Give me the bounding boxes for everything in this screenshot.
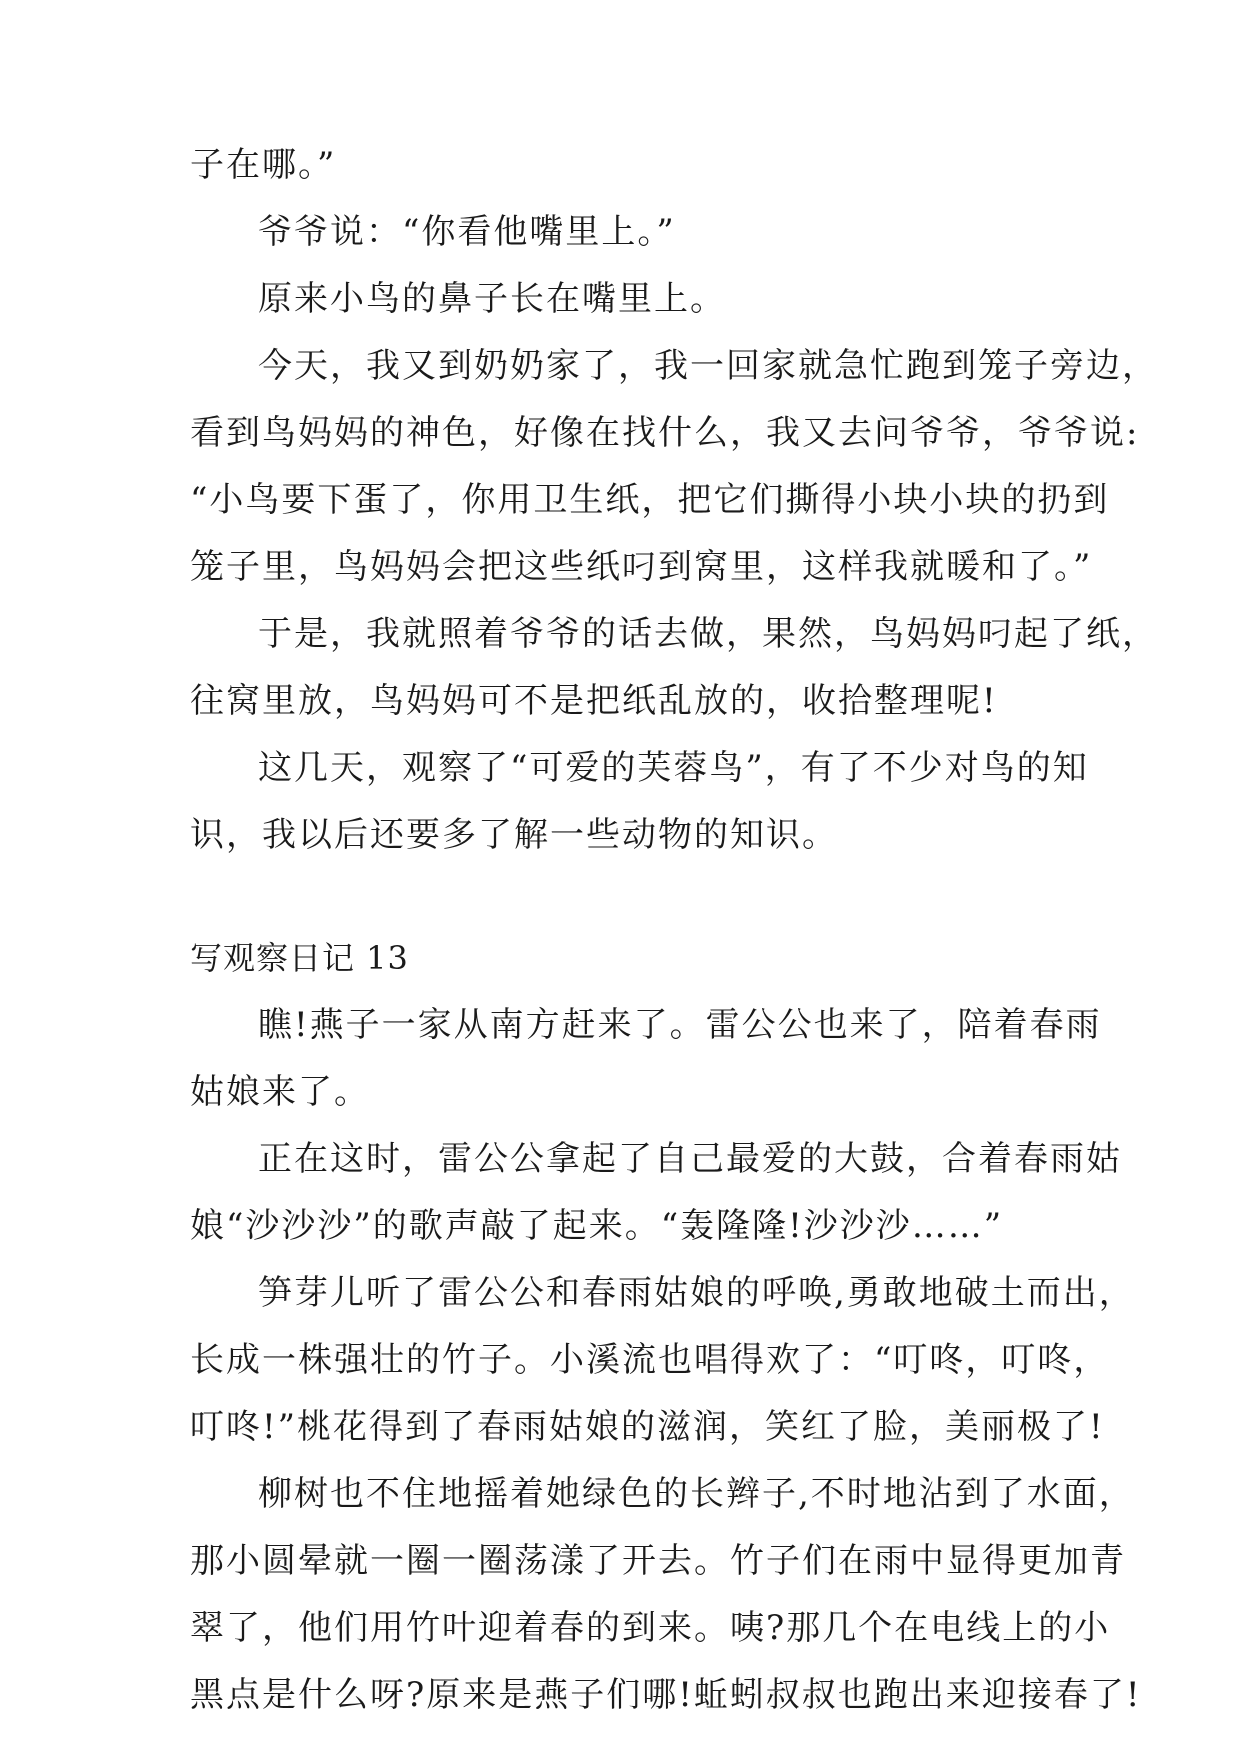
text-line-10: 这几天，观察了“可爱的芙蓉鸟”，有了不少对鸟的知: [258, 748, 1089, 788]
section-heading: 写观察日记 13: [190, 939, 409, 977]
text-line-22: 翠了，他们用竹叶迎着春的到来。咦?那几个在电线上的小: [190, 1608, 1111, 1648]
text-line-5: 看到鸟妈妈的神色，好像在找什么，我又去问爷爷，爷爷说:: [190, 413, 1140, 453]
text-line-20: 柳树也不住地摇着她绿色的长辫子,不时地沾到了水面，: [258, 1474, 1135, 1514]
text-line-7: 笼子里，鸟妈妈会把这些纸叼到窝里，这样我就暖和了。”: [190, 547, 1093, 587]
text-line-13: 瞧!燕子一家从南方赶来了。雷公公也来了，陪着春雨: [258, 1005, 1102, 1045]
text-line-16: 娘“沙沙沙”的歌声敲了起来。“轰隆隆!沙沙沙……”: [190, 1206, 1004, 1246]
text-line-4: 今天，我又到奶奶家了，我一回家就急忙跑到笼子旁边，: [258, 346, 1158, 386]
text-line-11: 识，我以后还要多了解一些动物的知识。: [190, 815, 838, 855]
text-line-1: 子在哪。”: [190, 145, 337, 185]
text-line-21: 那小圆晕就一圈一圈荡漾了开去。竹子们在雨中显得更加青: [190, 1541, 1126, 1581]
text-line-6: “小鸟要下蛋了，你用卫生纸，把它们撕得小块小块的扔到: [190, 480, 1110, 520]
text-line-2: 爷爷说：“你看他嘴里上。”: [258, 212, 676, 252]
text-line-14: 姑娘来了。: [190, 1072, 370, 1112]
text-line-3: 原来小鸟的鼻子长在嘴里上。: [258, 279, 726, 319]
text-line-18: 长成一株强壮的竹子。小溪流也唱得欢了：“叮咚，叮咚，: [190, 1340, 1110, 1380]
text-line-19: 叮咚!”桃花得到了春雨姑娘的滋润，笑红了脸，美丽极了!: [190, 1407, 1105, 1447]
text-line-9: 往窝里放，鸟妈妈可不是把纸乱放的，收拾整理呢!: [190, 681, 998, 721]
text-line-17: 笋芽儿听了雷公公和春雨姑娘的呼唤,勇敢地破土而出，: [258, 1273, 1135, 1313]
text-line-15: 正在这时，雷公公拿起了自己最爱的大鼓，合着春雨姑: [258, 1139, 1122, 1179]
text-line-23: 黑点是什么呀?原来是燕子们哪!蚯蚓叔叔也跑出来迎接春了!: [190, 1675, 1142, 1715]
text-line-8: 于是，我就照着爷爷的话去做，果然，鸟妈妈叼起了纸，: [258, 614, 1158, 654]
